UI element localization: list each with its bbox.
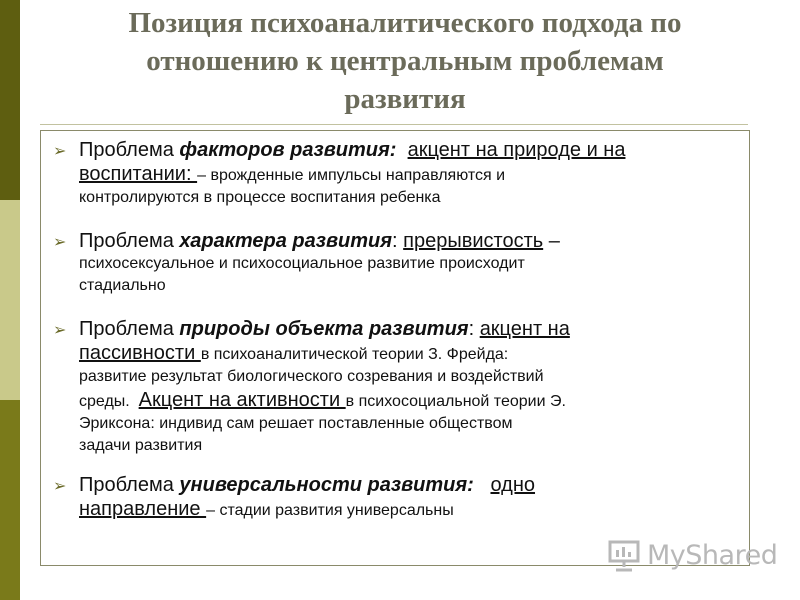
title-line-2: отношению к центральным проблемам <box>146 45 664 77</box>
item-spacer <box>396 139 407 161</box>
item-lead: Проблема <box>79 474 180 496</box>
item-dash: – <box>543 230 560 252</box>
title-line-3: развития <box>344 83 466 115</box>
list-item-character <box>48 229 738 297</box>
arrowhead-bullet-icon: ➢ <box>53 476 67 495</box>
item-answer: воспитании: <box>79 163 198 185</box>
side-bar-olive-segment <box>0 400 20 600</box>
arrowhead-bullet-icon: ➢ <box>53 232 67 251</box>
side-bar-dark-segment <box>0 0 20 200</box>
arrowhead-bullet-icon: ➢ <box>53 320 67 339</box>
list-item-nature <box>48 317 738 457</box>
item-description: в психоаналитической теории З. Фрейда: <box>200 346 509 363</box>
item-answer: Акцент на активности <box>138 389 346 411</box>
item-description: развитие результат биологического созревания и воздействий <box>79 368 544 385</box>
item-topic: характера развития <box>179 230 393 252</box>
item-description: задачи развития <box>79 437 203 454</box>
slide-title <box>40 4 770 118</box>
item-lead: Проблема <box>79 230 180 252</box>
watermark-text: MyShared <box>647 539 778 571</box>
item-answer: прерывистость <box>403 230 544 252</box>
item-line <box>79 162 738 187</box>
item-lead: Проблема <box>79 318 180 340</box>
item-description: – врожденные импульсы направляются и <box>197 167 506 184</box>
item-answer: пассивности <box>79 342 201 364</box>
side-color-bar <box>0 0 20 600</box>
problem-list <box>48 138 738 522</box>
item-answer: направление <box>79 498 207 520</box>
item-topic: универсальности развития: <box>179 474 474 496</box>
item-colon: : <box>468 318 480 340</box>
item-description: контролируются в процессе воспитания ребенка <box>79 189 441 206</box>
item-line <box>79 473 738 497</box>
item-line <box>79 138 738 162</box>
side-bar-light-segment <box>0 200 20 400</box>
item-answer: акцент на <box>479 318 570 340</box>
item-line <box>79 388 738 413</box>
item-description: стадиально <box>79 277 166 294</box>
item-lead: Проблема <box>79 139 180 161</box>
watermark <box>607 535 777 575</box>
item-spacer <box>474 474 491 496</box>
item-description: – стадии развития универсальны <box>206 502 454 519</box>
list-item-factors <box>48 138 738 209</box>
item-answer: акцент на природе и на <box>407 139 626 161</box>
title-line-1: Позиция психоаналитического подхода по <box>128 7 682 39</box>
item-line <box>79 341 738 366</box>
item-topic: природы объекта развития <box>179 318 469 340</box>
item-line <box>79 317 738 341</box>
item-description: среды. <box>79 393 139 410</box>
presentation-board-icon <box>607 538 641 572</box>
item-description: в психосоциальной теории Э. <box>345 393 566 410</box>
list-item-universality <box>48 473 738 522</box>
item-description: психосексуальное и психосоциальное развитие происходит <box>79 255 525 272</box>
arrowhead-bullet-icon: ➢ <box>53 141 67 160</box>
item-answer: одно <box>490 474 536 496</box>
item-line <box>79 497 738 522</box>
item-topic: факторов развития: <box>179 139 397 161</box>
item-colon: : <box>392 230 404 252</box>
title-divider <box>40 124 748 125</box>
item-description: Эриксона: индивид сам решает поставленные обществом <box>79 415 513 432</box>
item-line <box>79 229 738 253</box>
